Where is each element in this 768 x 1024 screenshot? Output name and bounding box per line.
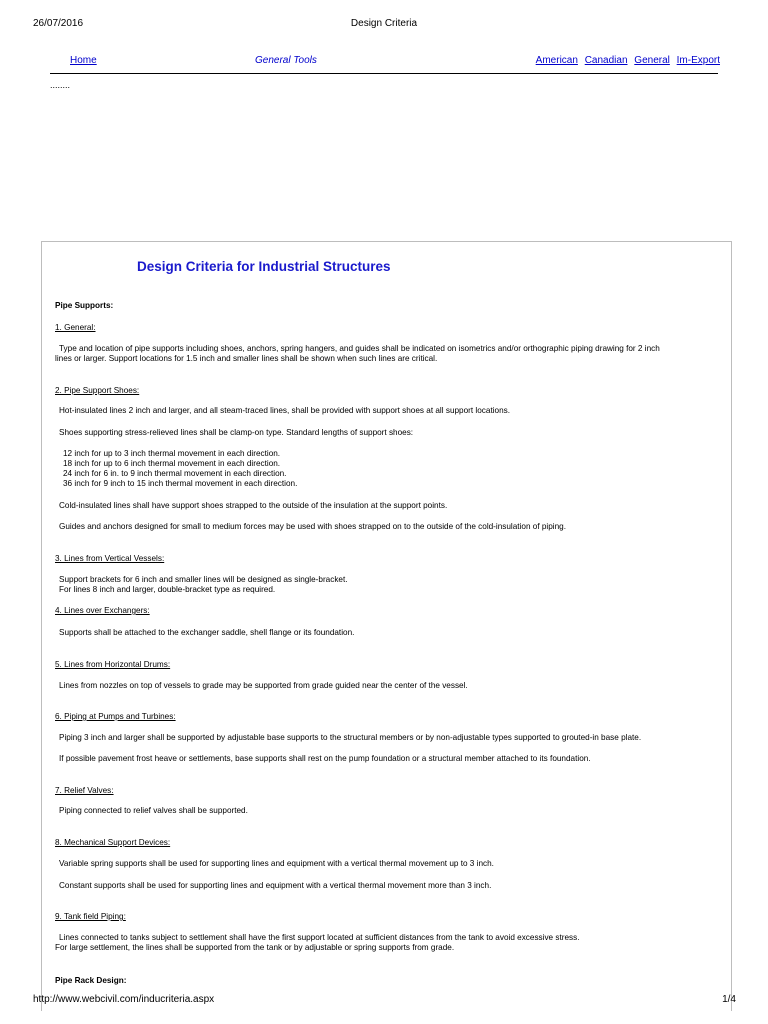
section-9-line-2: For large settlement, the lines shall be supported from the tank or by adjustable or spring supports from grade. (55, 943, 455, 952)
section-2-list-item-3: 24 inch for 6 in. to 9 inch thermal movement in each direction. (63, 469, 287, 478)
section-8-heading: 8. Mechanical Support Devices: (55, 838, 171, 847)
section-1-heading: 1. General: (55, 323, 96, 332)
nav-home-link[interactable]: Home (70, 55, 97, 66)
section-2-para-2: Shoes supporting stress-relieved lines shall be clamp-on type. Standard lengths of support shoes: (59, 428, 414, 437)
section-2-list-item-4: 36 inch for 9 inch to 15 inch thermal movement in each direction. (63, 479, 298, 488)
section-8-para-1: Variable spring supports shall be used for supporting lines and equipment with a vertical thermal movement up to 3 inch. (59, 859, 494, 868)
section-8-para-2: Constant supports shall be used for supporting lines and equipment with a vertical thermal movement more than 3 inch. (59, 881, 492, 890)
nav-separator-dots: ........ (50, 80, 71, 90)
section-4-heading: 4. Lines over Exchangers: (55, 606, 150, 615)
section-2-para-4: Guides and anchors designed for small to medium forces may be used with shoes strapped on to the outside of the cold-insulation of piping. (59, 522, 567, 531)
section-4-para-1: Supports shall be attached to the exchanger saddle, shell flange or its foundation. (59, 628, 355, 637)
print-date: 26/07/2016 (33, 18, 84, 29)
nav-canadian-link[interactable]: Canadian (584, 55, 628, 66)
section-1-text-line-1: Type and location of pipe supports including shoes, anchors, spring hangers, and guides shall be indicated on isometrics and/or orthographic piping drawing for 2 inch (59, 344, 660, 353)
section-6-para-1: Piping 3 inch and larger shall be supported by adjustable base supports to the structural members or by non-adjustable types supported to grouted-in base plate. (59, 733, 642, 742)
print-title: Design Criteria (350, 18, 418, 29)
section-1-text-line-2: lines or larger. Support locations for 1.5 inch and smaller lines shall be shown when such lines are critical. (55, 354, 438, 363)
nav-general-link[interactable]: General (634, 55, 670, 66)
page-title: Design Criteria for Industrial Structures (137, 259, 391, 274)
print-page-number: 1/4 (722, 994, 736, 1005)
section-6-heading: 6. Piping at Pumps and Turbines: (55, 712, 176, 721)
nav-separator-line: ........................................................................................................................................................................................................................................................ (50, 70, 718, 74)
section-3-line-2: For lines 8 inch and larger, double-bracket type as required. (59, 585, 276, 594)
section-2-list-item-1: 12 inch for up to 3 inch thermal movement in each direction. (63, 449, 281, 458)
section-5-heading: 5. Lines from Horizontal Drums: (55, 660, 171, 669)
section-7-heading: 7. Relief Valves: (55, 786, 114, 795)
section-2-para-3: Cold-insulated lines shall have support shoes strapped to the outside of the insulation at the support points. (59, 501, 448, 510)
section-2-heading: 2. Pipe Support Shoes: (55, 386, 140, 395)
section-7-para-1: Piping connected to relief valves shall be supported. (59, 806, 248, 815)
content-panel (41, 241, 732, 1011)
section-6-para-2: If possible pavement frost heave or settlements, base supports shall rest on the pump foundation or a structural member attached to its foundation. (59, 754, 591, 763)
nav-american-link[interactable]: American (535, 55, 578, 66)
pipe-rack-heading: Pipe Rack Design: (55, 976, 127, 985)
nav-general-tools-link[interactable]: General Tools (255, 55, 317, 66)
nav-im-export-link[interactable]: Im-Export (676, 55, 720, 66)
print-url: http://www.webcivil.com/inducriteria.aspx (33, 994, 215, 1005)
nav-right-group (532, 55, 720, 66)
section-3-heading: 3. Lines from Vertical Vessels: (55, 554, 165, 563)
section-5-para-1: Lines from nozzles on top of vessels to grade may be supported from grade guided near the center of the vessel. (59, 681, 468, 690)
section-9-line-1: Lines connected to tanks subject to settlement shall have the first support located at sufficient distances from the tank to avoid excessive stress. (59, 933, 580, 942)
section-3-line-1: Support brackets for 6 inch and smaller lines will be designed as single-bracket. (59, 575, 348, 584)
pipe-supports-heading: Pipe Supports: (55, 301, 114, 310)
section-2-list-item-2: 18 inch for up to 6 inch thermal movement in each direction. (63, 459, 281, 468)
section-9-heading: 9. Tank field Piping: (55, 912, 126, 921)
section-2-para-1: Hot-insulated lines 2 inch and larger, and all steam-traced lines, shall be provided with support shoes at all support locations. (59, 406, 511, 415)
